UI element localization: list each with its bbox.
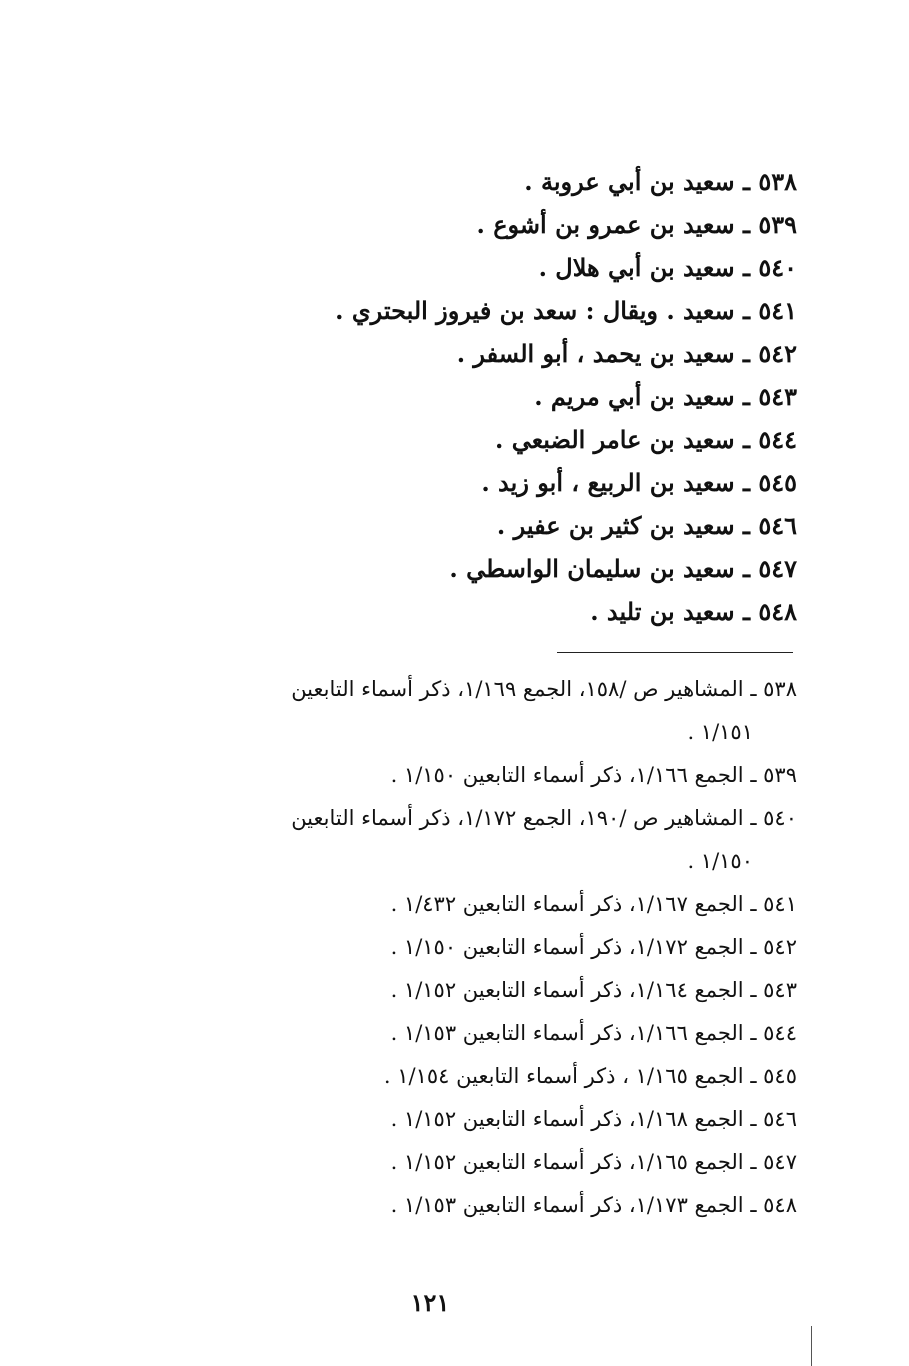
narrator-entry: ٥٤٣ ـ سعيد بن أبي مريم .: [534, 382, 797, 411]
narrator-entry: ٥٤٢ ـ سعيد بن يحمد ، أبو السفر .: [456, 339, 797, 368]
narrator-list: [237, 160, 797, 633]
page-number: ١٢١: [410, 1288, 450, 1317]
footnote-539: ٥٣٩ ـ الجمع ١/١٦٦، ذكر أسماء التابعين ١/١٥٠ .: [390, 763, 797, 787]
footnote-separator: [557, 652, 793, 653]
footnote-548: ٥٤٨ ـ الجمع ١/١٧٣، ذكر أسماء التابعين ١/١٥٣ .: [390, 1193, 797, 1217]
footnotes: [107, 668, 797, 1227]
footnote-text: ٥٤٠ ـ المشاهير ص /١٩٠، الجمع ١/١٧٢، ذكر أسماء التابعين: [291, 806, 797, 830]
footnote-543: ٥٤٣ ـ الجمع ١/١٦٤، ذكر أسماء التابعين ١/١٥٢ .: [390, 978, 797, 1002]
narrator-entry: ٥٣٨ ـ سعيد بن أبي عروبة .: [524, 167, 797, 196]
footnote-continuation: ١/١٥٠ .: [687, 849, 753, 873]
footnote-540: [107, 797, 797, 883]
narrator-entry: ٥٤١ ـ سعيد . ويقال : سعد بن فيروز البحتري .: [335, 296, 797, 325]
page-edge-line: [811, 1326, 812, 1366]
narrator-entry: ٥٤٧ ـ سعيد بن سليمان الواسطي .: [449, 554, 797, 583]
footnote-542: ٥٤٢ ـ الجمع ١/١٧٢، ذكر أسماء التابعين ١/١٥٠ .: [390, 935, 797, 959]
narrator-entry: ٥٤٠ ـ سعيد بن أبي هلال .: [538, 253, 797, 282]
narrator-entry: ٥٤٦ ـ سعيد بن كثير بن عفير .: [496, 511, 797, 540]
footnote-544: ٥٤٤ ـ الجمع ١/١٦٦، ذكر أسماء التابعين ١/١٥٣ .: [390, 1021, 797, 1045]
footnote-545: ٥٤٥ ـ الجمع ١/١٦٥ ، ذكر أسماء التابعين ١/١٥٤ .: [383, 1064, 797, 1088]
footnote-547: ٥٤٧ ـ الجمع ١/١٦٥، ذكر أسماء التابعين ١/١٥٢ .: [390, 1150, 797, 1174]
footnote-text: ٥٣٨ ـ المشاهير ص /١٥٨، الجمع ١/١٦٩، ذكر أسماء التابعين: [291, 677, 797, 701]
narrator-entry: ٥٣٩ ـ سعيد بن عمرو بن أشوع .: [476, 210, 797, 239]
footnote-538: [107, 668, 797, 754]
footnote-continuation: ١/١٥١ .: [687, 720, 753, 744]
footnote-546: ٥٤٦ ـ الجمع ١/١٦٨، ذكر أسماء التابعين ١/١٥٢ .: [390, 1107, 797, 1131]
narrator-entry: ٥٤٨ ـ سعيد بن تليد .: [590, 597, 797, 626]
narrator-entry: ٥٤٥ ـ سعيد بن الربيع ، أبو زيد .: [481, 468, 797, 497]
narrator-entry: ٥٤٤ ـ سعيد بن عامر الضبعي .: [494, 425, 797, 454]
footnote-541: ٥٤١ ـ الجمع ١/١٦٧، ذكر أسماء التابعين ١/٤٣٢ .: [390, 892, 797, 916]
